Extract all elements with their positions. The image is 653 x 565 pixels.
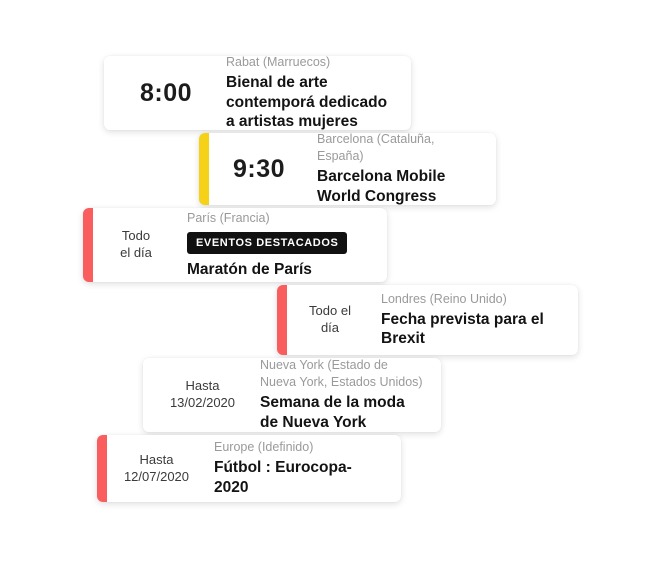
event-time bbox=[107, 435, 202, 502]
event-title: Barcelona Mobile World Congress bbox=[317, 168, 446, 205]
event-time-line1: Hasta bbox=[185, 378, 220, 394]
event-accent-bar bbox=[97, 435, 107, 502]
event-accent-bar bbox=[83, 208, 93, 282]
event-time-line1: Todo el bbox=[309, 303, 351, 319]
event-location: París (Francia) bbox=[187, 211, 270, 226]
event-time-clock: 9:30 bbox=[232, 154, 286, 183]
event-content bbox=[369, 285, 578, 355]
event-location: Londres (Reino Unido) bbox=[381, 291, 507, 306]
event-time-line2: día bbox=[320, 320, 340, 335]
event-time-line1: Todo bbox=[121, 228, 151, 244]
event-card[interactable] bbox=[277, 285, 578, 355]
event-title: Fútbol : Eurocopa-2020 bbox=[214, 459, 352, 496]
event-time bbox=[93, 208, 175, 282]
event-card[interactable] bbox=[97, 435, 401, 502]
event-time bbox=[287, 285, 369, 355]
event-title: Semana de la moda de Nueva York bbox=[260, 394, 405, 431]
event-content bbox=[202, 435, 401, 502]
event-card[interactable] bbox=[104, 56, 411, 130]
event-title: Fecha prevista para el Brexit bbox=[381, 310, 544, 348]
event-accent-bar bbox=[199, 133, 209, 205]
event-time bbox=[153, 358, 248, 432]
event-location: Barcelona (Cataluña, España) bbox=[317, 133, 435, 164]
event-title: Maratón de París bbox=[187, 261, 312, 279]
event-content bbox=[248, 358, 441, 432]
event-content bbox=[305, 133, 496, 205]
event-time-line2: 12/07/2020 bbox=[123, 468, 190, 484]
event-time bbox=[114, 56, 214, 130]
featured-badge: EVENTOS DESTACADOS bbox=[187, 232, 347, 254]
event-content bbox=[214, 56, 411, 130]
event-location: Europe (Idefinido) bbox=[214, 440, 314, 455]
event-time-line2: 13/02/2020 bbox=[169, 395, 236, 410]
event-card[interactable] bbox=[199, 133, 496, 205]
event-accent-bar bbox=[104, 56, 114, 130]
event-content bbox=[175, 208, 387, 282]
event-location: Rabat (Marruecos) bbox=[226, 56, 331, 69]
event-time-clock: 8:00 bbox=[139, 78, 193, 107]
event-location: Nueva York (Estado de Nueva York, Estados Unidos) bbox=[260, 358, 423, 390]
event-title: Bienal de arte contemporá dedicado a artistas mujeres bbox=[226, 73, 388, 130]
event-time bbox=[209, 133, 305, 205]
event-card[interactable] bbox=[143, 358, 441, 432]
event-accent-bar bbox=[277, 285, 287, 355]
event-card[interactable] bbox=[83, 208, 387, 282]
event-time-line2: el día bbox=[120, 245, 152, 260]
event-time-line1: Hasta bbox=[139, 451, 174, 467]
event-accent-bar bbox=[143, 358, 153, 432]
